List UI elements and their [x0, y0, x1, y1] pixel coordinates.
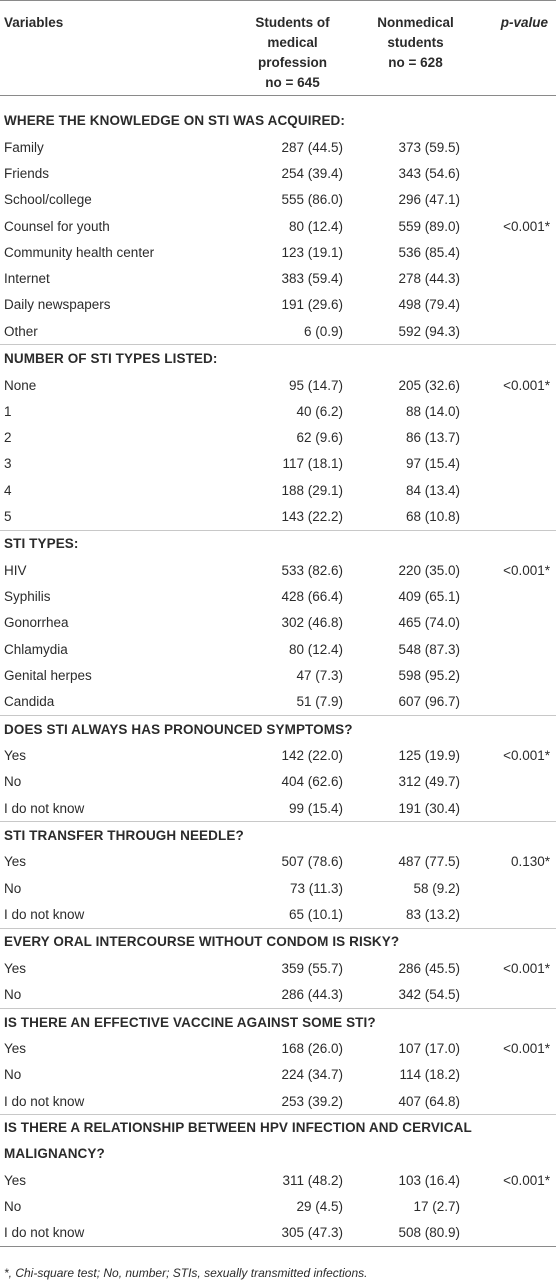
medical-value: 507 (78.6): [281, 854, 343, 870]
section-title: IS THERE A RELATIONSHIP BETWEEN HPV INFECTION AND CERVICAL MALIGNANCY?: [4, 1120, 472, 1162]
medical-value: 286 (44.3): [226, 982, 359, 1009]
medical-value: 188 (29.1): [281, 482, 343, 498]
section-title: STI TYPES:: [4, 536, 79, 552]
table-row: [0, 662, 556, 688]
p-value: [472, 610, 556, 636]
nonmedical-value: 559 (89.0): [398, 218, 460, 234]
table-row: [0, 769, 556, 795]
nonmedical-value: 296 (47.1): [398, 192, 460, 208]
p-value: <0.001*: [503, 377, 550, 393]
row-label: 4: [4, 482, 12, 498]
nonmedical-value: 592 (94.3): [359, 318, 472, 345]
section-header-row: [0, 822, 556, 849]
medical-value: 254 (39.4): [281, 165, 343, 181]
p-value: [472, 265, 556, 291]
medical-value: 428 (66.4): [281, 589, 343, 605]
nonmedical-value: 107 (17.0): [398, 1040, 460, 1056]
header-p-value: p-value: [500, 15, 548, 30]
medical-value: 65 (10.1): [226, 901, 359, 928]
section-title: EVERY ORAL INTERCOURSE WITHOUT CONDOM IS RISKY?: [4, 934, 400, 950]
row-label: Internet: [4, 271, 50, 287]
nonmedical-value: 103 (16.4): [398, 1172, 460, 1188]
table-row: [0, 265, 556, 291]
table-row: [0, 636, 556, 662]
nonmedical-value: 278 (44.3): [398, 271, 460, 287]
nonmedical-value: 343 (54.6): [398, 165, 460, 181]
row-label: Chlamydia: [4, 641, 68, 657]
p-value: [472, 424, 556, 450]
header-nonmedical-line1: Nonmedical: [377, 15, 454, 30]
row-label: Syphilis: [4, 589, 51, 605]
section-header-row: [0, 345, 556, 372]
table-row: [0, 160, 556, 186]
medical-value: 191 (29.6): [281, 297, 343, 313]
nonmedical-value: 83 (13.2): [359, 901, 472, 928]
row-label: Yes: [4, 748, 27, 764]
p-value: [472, 160, 556, 186]
table-row: [0, 318, 556, 345]
table-row: [0, 689, 556, 716]
section-title: STI TRANSFER THROUGH NEEDLE?: [4, 828, 244, 844]
nonmedical-value: 407 (64.8): [359, 1088, 472, 1115]
nonmedical-value: 191 (30.4): [359, 795, 472, 822]
p-value: [472, 982, 556, 1009]
row-label: 1: [4, 403, 12, 419]
table-row: [0, 1088, 556, 1115]
row-label: Yes: [4, 960, 27, 976]
medical-value: 253 (39.2): [226, 1088, 359, 1115]
nonmedical-value: 97 (15.4): [405, 456, 460, 472]
header-medical-students: [226, 1, 359, 96]
p-value: [472, 134, 556, 160]
header-variables: Variables: [4, 15, 64, 30]
medical-value: 143 (22.2): [226, 503, 359, 530]
row-label: I do not know: [0, 901, 226, 928]
medical-value: 47 (7.3): [296, 667, 343, 683]
table-footnote: *, Chi-square test; No, number; STIs, sexually transmitted infections.: [4, 1266, 368, 1280]
row-label: I do not know: [0, 795, 226, 822]
medical-value: 62 (9.6): [296, 430, 343, 446]
nonmedical-value: 607 (96.7): [359, 689, 472, 716]
p-value: <0.001*: [503, 748, 550, 764]
header-medical-line3: profession: [257, 55, 327, 70]
medical-value: 404 (62.6): [281, 774, 343, 790]
nonmedical-value: 286 (45.5): [398, 960, 460, 976]
row-label: Daily newspapers: [4, 297, 111, 313]
medical-value: 80 (12.4): [288, 641, 343, 657]
header-medical-line2: medical: [267, 35, 318, 50]
table-row: [0, 398, 556, 424]
table-row: [0, 583, 556, 609]
row-label: No: [4, 774, 22, 790]
row-label: No: [0, 982, 226, 1009]
medical-value: 51 (7.9): [226, 689, 359, 716]
row-label: No: [4, 1199, 22, 1215]
table-row: [0, 372, 556, 398]
medical-value: 6 (0.9): [226, 318, 359, 345]
p-value: [472, 795, 556, 822]
medical-value: 359 (55.7): [281, 960, 343, 976]
table-row: [0, 610, 556, 636]
nonmedical-value: 205 (32.6): [398, 377, 460, 393]
nonmedical-value: 125 (19.9): [398, 748, 460, 764]
section-title: DOES STI ALWAYS HAS PRONOUNCED SYMPTOMS?: [4, 721, 353, 737]
table-row: [0, 901, 556, 928]
p-value: [472, 398, 556, 424]
nonmedical-value: 68 (10.8): [359, 503, 472, 530]
row-label: School/college: [4, 192, 92, 208]
table-row: [0, 742, 556, 768]
nonmedical-value: 58 (9.2): [413, 880, 460, 896]
nonmedical-value: 373 (59.5): [398, 139, 460, 155]
p-value: [472, 636, 556, 662]
p-value: [472, 239, 556, 265]
header-nonmedical-line2: students: [387, 35, 444, 50]
row-label: I do not know: [0, 1220, 226, 1247]
medical-value: 117 (18.1): [282, 456, 343, 472]
p-value: [472, 477, 556, 503]
nonmedical-value: 548 (87.3): [398, 641, 460, 657]
row-label: Counsel for youth: [4, 218, 110, 234]
nonmedical-value: 84 (13.4): [405, 482, 460, 498]
section-header-row: [0, 96, 556, 135]
row-label: HIV: [4, 562, 27, 578]
nonmedical-value: 114 (18.2): [399, 1067, 460, 1083]
p-value: <0.001*: [503, 1040, 550, 1056]
medical-value: 302 (46.8): [281, 615, 343, 631]
nonmedical-value: 508 (80.9): [359, 1220, 472, 1247]
medical-value: 555 (86.0): [281, 192, 343, 208]
medical-value: 123 (19.1): [281, 244, 343, 260]
row-label: No: [4, 1067, 22, 1083]
row-label: Friends: [4, 165, 50, 181]
table-row: [0, 955, 556, 981]
table-row: [0, 849, 556, 875]
nonmedical-value: 342 (54.5): [359, 982, 472, 1009]
nonmedical-value: 598 (95.2): [398, 667, 460, 683]
table-row: [0, 1194, 556, 1220]
table-row: [0, 1167, 556, 1193]
medical-value: 95 (14.7): [288, 377, 343, 393]
section-title: IS THERE AN EFFECTIVE VACCINE AGAINST SOME STI?: [4, 1014, 376, 1030]
row-label: Other: [0, 318, 226, 345]
header-nonmedical-line3: no = 628: [388, 55, 443, 70]
p-value: 0.130*: [510, 854, 550, 870]
p-value: [472, 875, 556, 901]
nonmedical-value: 220 (35.0): [398, 562, 460, 578]
table-row: [0, 134, 556, 160]
table-row: [0, 875, 556, 901]
section-header-row: [0, 530, 556, 557]
table-row: [0, 1220, 556, 1247]
table-row: [0, 982, 556, 1009]
medical-value: 533 (82.6): [281, 562, 343, 578]
p-value: <0.001*: [503, 960, 550, 976]
table-row: [0, 213, 556, 239]
row-label: 2: [4, 430, 12, 446]
nonmedical-value: 86 (13.7): [405, 430, 460, 446]
medical-value: 29 (4.5): [296, 1199, 343, 1215]
medical-value: 383 (59.4): [281, 271, 343, 287]
nonmedical-value: 498 (79.4): [398, 297, 460, 313]
row-label: 3: [4, 456, 12, 472]
section-header-row: [0, 715, 556, 742]
nonmedical-value: 536 (85.4): [398, 244, 460, 260]
table-row: [0, 477, 556, 503]
header-medical-line4: no = 645: [265, 75, 320, 90]
table-row: [0, 424, 556, 450]
section-header-row: [0, 1115, 556, 1168]
p-value: [472, 187, 556, 213]
nonmedical-value: 465 (74.0): [398, 615, 460, 631]
header-medical-line1: Students of: [255, 15, 330, 30]
medical-value: 168 (26.0): [281, 1040, 343, 1056]
row-label: Gonorrhea: [4, 615, 69, 631]
row-label: Community health center: [4, 244, 155, 260]
table-body: [0, 96, 556, 1247]
table-row: [0, 503, 556, 530]
nonmedical-value: 312 (49.7): [398, 774, 460, 790]
table-row: [0, 292, 556, 318]
medical-value: 80 (12.4): [288, 218, 343, 234]
row-label: Candida: [0, 689, 226, 716]
table-row: [0, 1062, 556, 1088]
section-header-row: [0, 1008, 556, 1035]
p-value: [472, 901, 556, 928]
medical-value: 142 (22.0): [281, 748, 343, 764]
row-label: Family: [4, 139, 44, 155]
row-label: Yes: [4, 854, 27, 870]
row-label: 5: [0, 503, 226, 530]
nonmedical-value: 88 (14.0): [405, 403, 460, 419]
table-row: [0, 187, 556, 213]
table-row: [0, 451, 556, 477]
nonmedical-value: 17 (2.7): [413, 1199, 460, 1215]
section-header-row: [0, 928, 556, 955]
p-value: [472, 292, 556, 318]
p-value: [472, 1062, 556, 1088]
nonmedical-value: 487 (77.5): [398, 854, 460, 870]
row-label: Yes: [4, 1172, 27, 1188]
row-label: I do not know: [0, 1088, 226, 1115]
section-title: WHERE THE KNOWLEDGE ON STI WAS ACQUIRED:: [4, 112, 345, 128]
p-value: [472, 451, 556, 477]
medical-value: 311 (48.2): [282, 1172, 343, 1188]
medical-value: 99 (15.4): [226, 795, 359, 822]
row-label: No: [4, 880, 22, 896]
medical-value: 224 (34.7): [281, 1067, 343, 1083]
medical-value: 305 (47.3): [226, 1220, 359, 1247]
p-value: [472, 1194, 556, 1220]
table-row: [0, 1035, 556, 1061]
medical-value: 287 (44.5): [281, 139, 343, 155]
medical-value: 40 (6.2): [296, 403, 343, 419]
header-nonmedical-students: [359, 1, 472, 96]
nonmedical-value: 409 (65.1): [398, 589, 460, 605]
p-value: [472, 689, 556, 716]
row-label: Genital herpes: [4, 667, 92, 683]
row-label: Yes: [4, 1040, 27, 1056]
p-value: [472, 503, 556, 530]
p-value: [472, 1088, 556, 1115]
p-value: [472, 318, 556, 345]
p-value: <0.001*: [503, 218, 550, 234]
p-value: <0.001*: [503, 1172, 550, 1188]
p-value: [472, 1220, 556, 1247]
medical-value: 73 (11.3): [289, 880, 343, 896]
p-value: <0.001*: [503, 562, 550, 578]
row-label: None: [4, 377, 37, 393]
table-row: [0, 795, 556, 822]
p-value: [472, 583, 556, 609]
p-value: [472, 662, 556, 688]
table-header: [0, 1, 556, 96]
table-row: [0, 557, 556, 583]
table-row: [0, 239, 556, 265]
p-value: [472, 769, 556, 795]
section-title: NUMBER OF STI TYPES LISTED:: [4, 351, 218, 367]
